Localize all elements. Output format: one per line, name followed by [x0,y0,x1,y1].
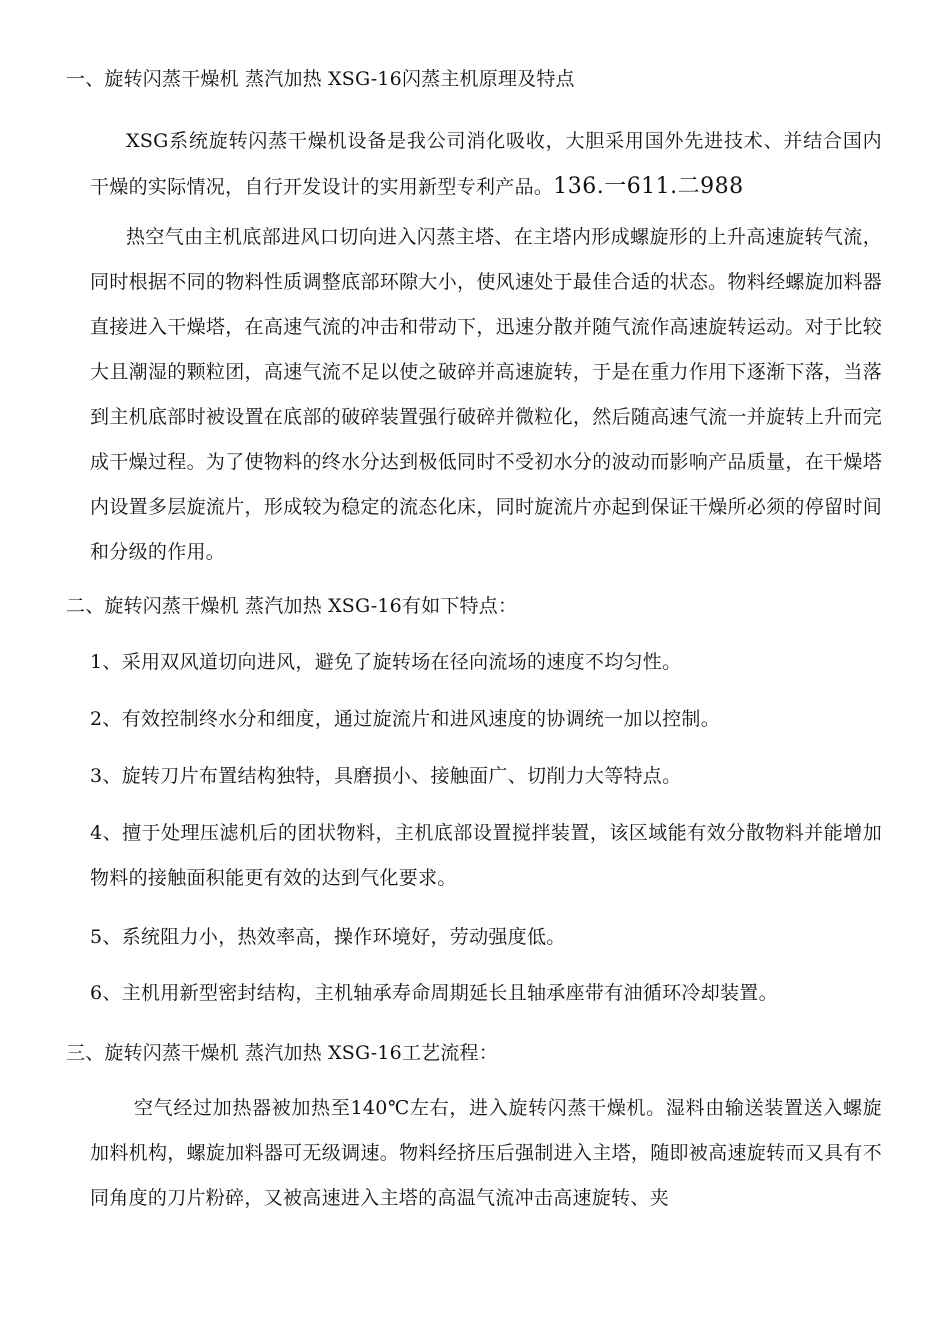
section-1-intro-text: XSG系统旋转闪蒸干燥机设备是我公司消化吸收，大胆采用国外先进技术、并结合国内干燥的实际情况，自行开发设计的实用新型专利产品。 [90,130,882,198]
feature-item-5: 5、系统阻力小，热效率高，操作环境好，劳动强度低。 [90,926,566,948]
section-2-heading: 二、旋转闪蒸干燥机 蒸汽加热 XSG-16有如下特点： [66,595,518,617]
feature-item-3: 3、旋转刀片布置结构独特，具磨损小、接触面广、切削力大等特点。 [90,765,682,787]
section-1-heading: 一、旋转闪蒸干燥机 蒸汽加热 XSG-16闪蒸主机原理及特点 [66,68,575,90]
section-3-body: 空气经过加热器被加热至140℃左右，进入旋转闪蒸干燥机。湿料由输送装置送入螺旋加料机构，螺旋加料器可无级调速。物料经挤压后强制进入主塔，随即被高速旋转而又具有不同角度的刀片粉碎，又被高速进入主塔的高温气流冲击高速旋转、夹 [90,1097,882,1209]
feature-item-4: 4、擅于处理压滤机后的团状物料，主机底部设置搅拌装置，该区域能有效分散物料并能增加物料的接触面积能更有效的达到气化要求。 [90,822,882,889]
phone-number: 136.一611.二988 [553,174,744,199]
section-1-body: 热空气由主机底部进风口切向进入闪蒸主塔、在主塔内形成螺旋形的上升高速旋转气流，同时根据不同的物料性质调整底部环隙大小，使风速处于最佳合适的状态。物料经螺旋加料器直接进入干燥塔，在高速气流的冲击和带动下，迅速分散并随气流作高速旋转运动。对于比较大且潮湿的颗粒团，高速气流不足以使之破碎并高速旋转，于是在重力作用下逐渐下落，当落到主机底部时被设置在底部的破碎装置强行破碎并微粒化，然后随高速气流一并旋转上升而完成干燥过程。为了使物料的终水分达到极低同时不受初水分的波动而影响产品质量，在干燥塔内设置多层旋流片，形成较为稳定的流态化床，同时旋流片亦起到保证干燥所必须的停留时间和分级的作用。 [90,226,882,563]
feature-item-1: 1、采用双风道切向进风，避免了旋转场在径向流场的速度不均匀性。 [90,651,682,673]
section-1-intro [90,118,882,210]
section-3-heading: 三、旋转闪蒸干燥机 蒸汽加热 XSG-16工艺流程： [66,1042,498,1064]
feature-item-2: 2、有效控制终水分和细度，通过旋流片和进风速度的协调统一加以控制。 [90,708,720,730]
feature-item-6: 6、主机用新型密封结构，主机轴承寿命周期延长且轴承座带有油循环冷却装置。 [90,982,778,1004]
